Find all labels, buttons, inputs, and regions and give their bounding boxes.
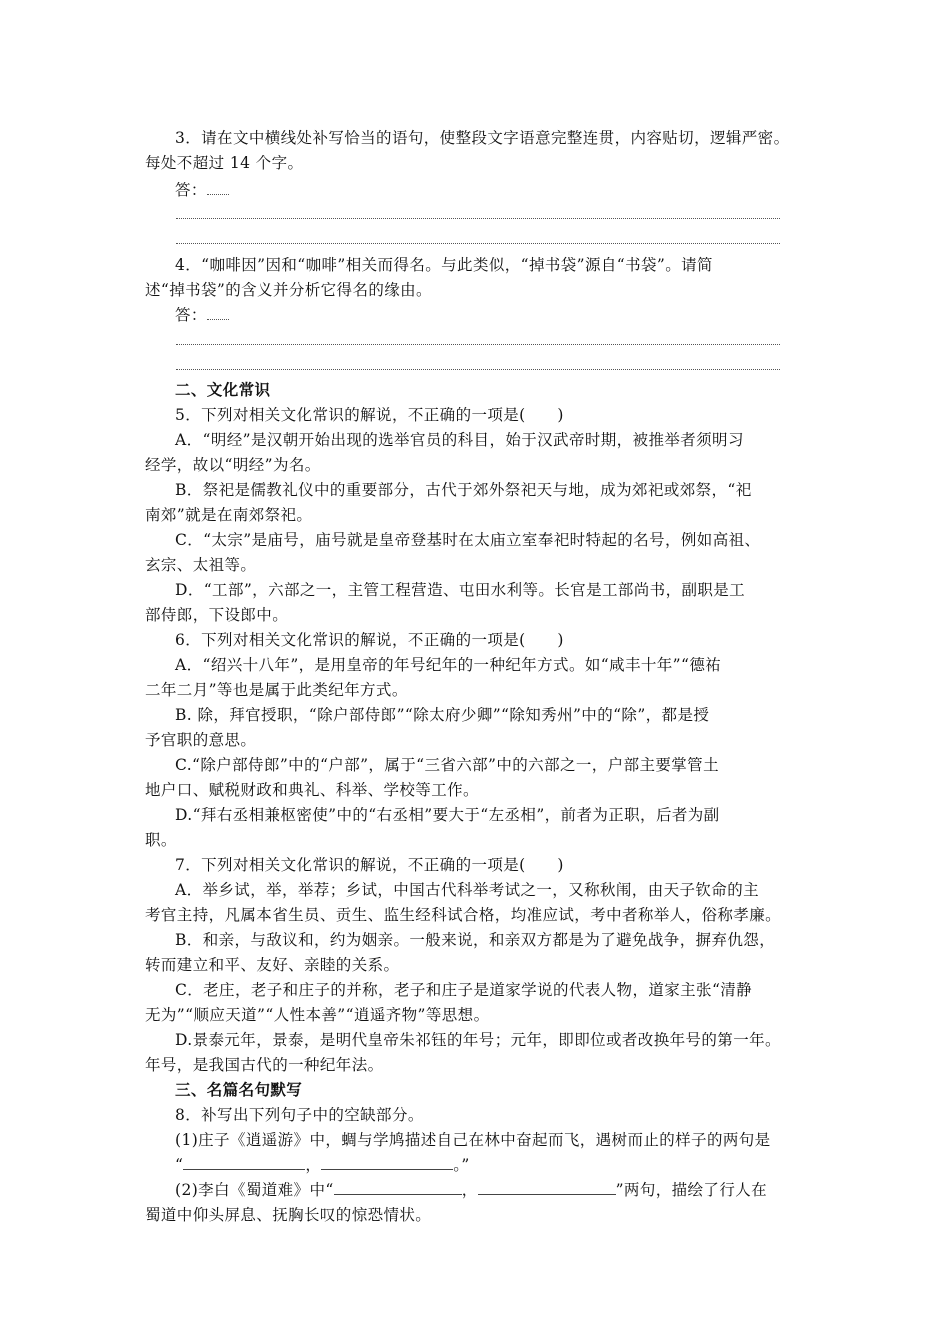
q7-option-a-line1: A．举乡试，举，举荐；乡试，中国古代科举考试之一，又称秋闱，由天子钦命的主 bbox=[175, 881, 759, 899]
q8-part1-blank-1[interactable] bbox=[183, 1155, 305, 1170]
section3-title-text: 三、名篇名句默写 bbox=[175, 1080, 303, 1099]
q4-answer bbox=[175, 303, 805, 327]
q4-line1: 4．“咖啡因”因和“咖啡”相关而得名。与此类似，“掉书袋”源自“书袋”。请简 bbox=[175, 256, 713, 274]
q5-option-c-line2: 玄宗、太祖等。 bbox=[145, 556, 257, 574]
q8-part1-close: 。” bbox=[453, 1156, 470, 1174]
q7-option-b-line1: B．和亲，与敌议和，约为姻亲。一般来说，和亲双方都是为了避免战争，摒弃仇怨， bbox=[175, 931, 776, 949]
q5-option-d-line1: D．“工部”，六部之一，主管工程营造、屯田水利等。长官是工部尚书，副职是工 bbox=[175, 581, 746, 599]
section2-title bbox=[175, 378, 805, 402]
q4-answer-line-2[interactable] bbox=[176, 369, 780, 370]
q5-option-a-line1: A．“明经”是汉朝开始出现的选举官员的科目，始于汉武帝时期，被推举者须明习 bbox=[175, 431, 744, 449]
q6-option-a-line2: 二年二月”等也是属于此类纪年方式。 bbox=[145, 681, 408, 699]
q8-part1-blank-2[interactable] bbox=[321, 1155, 453, 1170]
q6-option-d-line1: D.“拜右丞相兼枢密使”中的“右丞相”要大于“左丞相”，前者为正职，后者为副 bbox=[175, 806, 720, 824]
q6-option-c-line1: C.“除户部侍郎”中的“户部”，属于“三省六部”中的六部之一，户部主要掌管土 bbox=[175, 756, 719, 774]
q7-option-d-line1: D.景泰元年，景泰，是明代皇帝朱祁钰的年号；元年，即即位或者改换年号的第一年。 bbox=[175, 1031, 781, 1049]
q5-option-b-line1: B．祭祀是儒教礼仪中的重要部分，古代于郊外祭祀天与地，成为郊祀或郊祭，“祀 bbox=[175, 481, 752, 499]
q4-answer-label: 答： bbox=[175, 306, 207, 324]
q6-option-b-line2: 予官职的意思。 bbox=[145, 731, 257, 749]
q7-option-b-line2: 转而建立和平、友好、亲睦的关系。 bbox=[145, 956, 400, 974]
q8-part2-blank-1[interactable] bbox=[334, 1180, 462, 1195]
q3-answer-line-1[interactable] bbox=[176, 218, 780, 219]
q3-answer-label: 答： bbox=[175, 181, 207, 199]
q6-stem: 6．下列对相关文化常识的解说，不正确的一项是( ) bbox=[175, 631, 564, 649]
q8-part2-suffix: ”两句，描绘了行人在 bbox=[615, 1181, 768, 1199]
q7-stem: 7．下列对相关文化常识的解说，不正确的一项是( ) bbox=[175, 856, 564, 874]
q3-answer-line-2[interactable] bbox=[176, 243, 780, 244]
section3-title bbox=[175, 1078, 805, 1102]
q6-option-b-line1: B. 除，拜官授职，“除户部侍郎”“除太府少卿”“除知秀州”中的“除”，都是授 bbox=[175, 706, 710, 724]
q4-answer-blank[interactable] bbox=[207, 305, 229, 320]
q7-option-c-line1: C．老庄，老子和庄子的并称，老子和庄子是道家学说的代表人物，道家主张“清静 bbox=[175, 981, 753, 999]
q4-line2: 述“掉书袋”的含义并分析它得名的缘由。 bbox=[145, 281, 432, 299]
q3-line2: 每处不超过 14 个字。 bbox=[145, 154, 304, 172]
q8-part1-separator: ， bbox=[305, 1156, 322, 1174]
q8-stem: 8．补写出下列句子中的空缺部分。 bbox=[175, 1106, 424, 1124]
q6-option-c-line2: 地户口、赋税财政和典礼、科举、学校等工作。 bbox=[145, 781, 479, 799]
q5-option-b-line2: 南郊”就是在南郊祭祀。 bbox=[145, 506, 313, 524]
q5-option-c-line1: C．“太宗”是庙号，庙号就是皇帝登基时在太庙立室奉祀时特起的名号，例如高祖、 bbox=[175, 531, 761, 549]
q8-part1-open-quote: “ bbox=[175, 1156, 184, 1174]
q7-option-a-line2: 考官主持，凡属本省生员、贡生、监生经科试合格，均准应试，考中者称举人，俗称孝廉。 bbox=[145, 906, 782, 924]
q7-option-c-line2: 无为”“顺应天道”“人性本善”“逍遥齐物”等思想。 bbox=[145, 1006, 490, 1024]
q6-option-a-line1: A．“绍兴十八年”，是用皇帝的年号纪年的一种纪年方式。如“咸丰十年”“德祐 bbox=[175, 656, 722, 674]
q5-option-d-line2: 部侍郎，下设郎中。 bbox=[145, 606, 289, 624]
q5-stem: 5．下列对相关文化常识的解说，不正确的一项是( ) bbox=[175, 406, 564, 424]
q6-option-d-line2: 职。 bbox=[145, 831, 177, 849]
q8-part1-line2 bbox=[175, 1153, 835, 1177]
section2-title-text: 二、文化常识 bbox=[175, 380, 271, 399]
q8-part2-prefix: (2)李白《蜀道难》中“ bbox=[175, 1181, 334, 1199]
q8-part2-line2: 蜀道中仰头屏息、抚胸长叹的惊恐情状。 bbox=[145, 1206, 432, 1224]
q5-option-a-line2: 经学，故以“明经”为名。 bbox=[145, 456, 321, 474]
q8-part1-line1: (1)庄子《逍遥游》中，蜩与学鸠描述自己在林中奋起而飞，遇树而止的样子的两句是 bbox=[175, 1131, 771, 1149]
q8-part2-line1 bbox=[175, 1178, 805, 1202]
q7-option-d-line2: 年号，是我国古代的一种纪年法。 bbox=[145, 1056, 384, 1074]
q3-answer bbox=[175, 178, 805, 202]
q8-part2-separator: ， bbox=[461, 1181, 478, 1199]
q3-answer-blank[interactable] bbox=[207, 180, 229, 195]
q3-line1: 3．请在文中横线处补写恰当的语句，使整段文字语意完整连贯，内容贴切，逻辑严密。 bbox=[175, 129, 790, 147]
q4-answer-line-1[interactable] bbox=[176, 344, 780, 345]
q8-part2-blank-2[interactable] bbox=[478, 1180, 616, 1195]
